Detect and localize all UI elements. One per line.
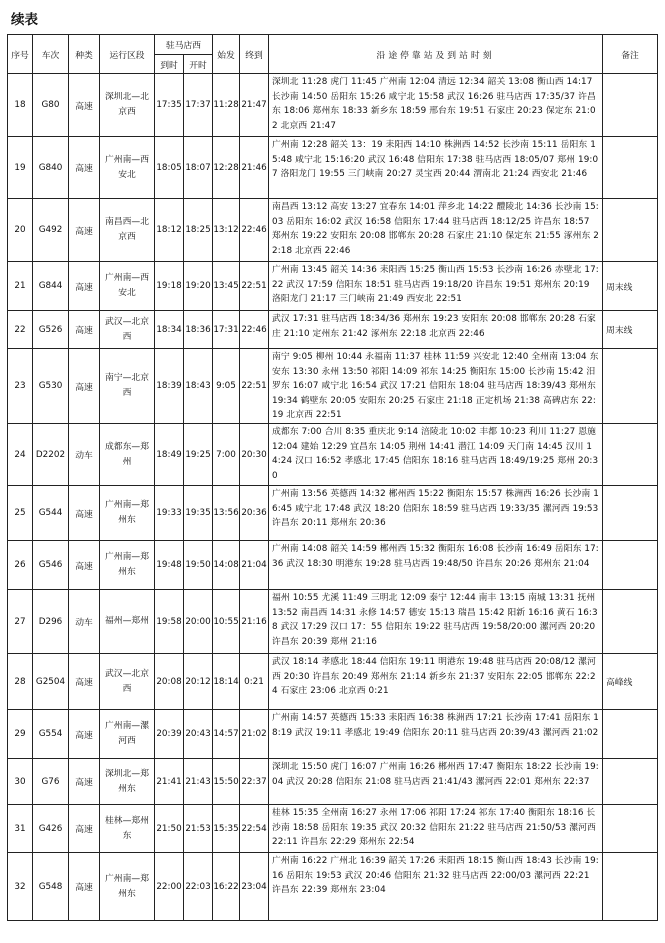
train-type: 高速 [69,541,100,590]
train-type: 高速 [69,759,100,805]
train-type: 高速 [69,654,100,710]
stops-list: 南宁 9:05 柳州 10:44 永福南 11:37 桂林 11:59 兴安北 12:40 全州南 13:04 东安东 13:30 永州 13:50 祁阳 14:09 祁东 14:25 衡阳东 15:00 长沙南 15:42 汨罗东 16:07 咸宁北 16:54 武汉 17:21 信阳东 18:04 驻马店西 18:39/43 郑州东 19:34 鹤壁东 20:05 安阳东 20:25 石家庄 21:18 正定机场 21:38 高碑店东 22:19 北京西 22:51 [269,349,603,424]
train-type: 动车 [69,424,100,486]
route-section: 广州南—郑州东 [100,486,155,541]
origin-depart-time: 15:35 [213,805,240,853]
arrive-time: 19:18 [155,262,184,311]
origin-depart-time: 18:14 [213,654,240,710]
train-type: 高速 [69,311,100,349]
stops-list: 深圳北 11:28 虎门 11:45 广州南 12:04 清远 12:34 韶关 13:08 衡山西 14:17 长沙南 14:50 岳阳东 15:26 咸宁北 15:58 武汉 16:26 驻马店西 17:35/37 许昌东 18:06 郑州东 18:33 新乡东 18:59 邢台东 19:51 石家庄 20:23 保定东 21:02 北京西 21:47 [269,74,603,137]
stops-list: 武汉 17:31 驻马店西 18:34/36 郑州东 19:23 安阳东 20:08 邯郸东 20:28 石家庄 21:10 定州东 21:42 涿州东 22:18 北京西 22:46 [269,311,603,349]
stops-list: 武汉 18:14 孝感北 18:44 信阳东 19:11 明港东 19:48 驻马店西 20:08/12 漯河西 20:30 许昌东 20:49 郑州东 21:14 新乡东 21:37 安阳东 22:05 邯郸东 22:24 石家庄 23:06 北京西 0:21 [269,654,603,710]
route-section: 桂林—郑州东 [100,805,155,853]
depart-time: 21:43 [184,759,213,805]
route-section: 深圳北—北京西 [100,74,155,137]
route-section: 广州南—西安北 [100,262,155,311]
header-stops: 沿途停靠站及到站时刻 [269,35,603,74]
origin-depart-time: 12:28 [213,137,240,199]
note-cell [603,199,658,262]
row-index: 25 [8,486,33,541]
origin-depart-time: 13:45 [213,262,240,311]
train-timetable [7,34,658,921]
row-index: 24 [8,424,33,486]
note-cell [603,137,658,199]
stops-list: 南昌西 13:12 高安 13:27 宜春东 14:01 萍乡北 14:22 醴陵北 14:36 长沙南 15:03 岳阳东 16:02 武汉 16:58 信阳东 17:44 驻马店西 18:12/25 许昌东 18:57 郑州东 19:22 安阳东 20:08 邯郸东 20:28 石家庄 21:10 保定东 21:55 涿州东 22:18 北京西 22:46 [269,199,603,262]
depart-time: 18:36 [184,311,213,349]
train-type: 高速 [69,710,100,759]
depart-time: 20:12 [184,654,213,710]
header-depart: 开时 [184,55,213,74]
stops-list: 桂林 15:35 全州南 16:27 永州 17:06 祁阳 17:24 祁东 17:40 衡阳东 18:16 长沙南 18:58 岳阳东 19:35 武汉 20:32 信阳东 21:22 驻马店西 21:50/53 漯河西 22:11 许昌东 22:29 郑州东 22:54 [269,805,603,853]
origin-depart-time: 7:00 [213,424,240,486]
terminal-arrive-time: 20:36 [240,486,269,541]
origin-depart-time: 9:05 [213,349,240,424]
route-section: 广州南—漯河西 [100,710,155,759]
train-type: 高速 [69,805,100,853]
depart-time: 19:50 [184,541,213,590]
table-row [8,137,658,199]
depart-time: 22:03 [184,853,213,921]
train-number: G544 [33,486,69,541]
stops-list: 广州南 13:56 英德西 14:32 郴州西 15:22 衡阳东 15:57 株洲西 16:26 长沙南 16:45 咸宁北 17:48 武汉 18:20 信阳东 18:59 驻马店西 19:33/35 漯河西 19:53 许昌东 20:11 郑州东 20:36 [269,486,603,541]
stops-list: 深圳北 15:50 虎门 16:07 广州南 16:26 郴州西 17:47 衡阳东 18:22 长沙南 19:04 武汉 20:28 信阳东 21:08 驻马店西 21:41/43 漯河西 22:01 郑州东 22:37 [269,759,603,805]
table-row [8,710,658,759]
train-number: G2504 [33,654,69,710]
depart-time: 18:25 [184,199,213,262]
route-section: 成都东—郑州 [100,424,155,486]
header-index: 序号 [8,35,33,74]
arrive-time: 18:05 [155,137,184,199]
train-type: 动车 [69,590,100,654]
terminal-arrive-time: 0:21 [240,654,269,710]
terminal-arrive-time: 21:46 [240,137,269,199]
depart-time: 19:25 [184,424,213,486]
row-index: 30 [8,759,33,805]
table-row [8,654,658,710]
table-row [8,590,658,654]
row-index: 18 [8,74,33,137]
arrive-time: 22:00 [155,853,184,921]
note-cell [603,805,658,853]
table-row [8,805,658,853]
origin-depart-time: 14:08 [213,541,240,590]
train-number: G546 [33,541,69,590]
arrive-time: 17:35 [155,74,184,137]
stops-list: 福州 10:55 尤溪 11:49 三明北 12:09 泰宁 12:44 南丰 13:15 南城 13:31 抚州 13:52 南昌西 14:31 永修 14:57 德安 15:13 瑞昌 15:42 阳新 16:16 黄石 16:38 武汉 17:29 汉口 17：55 信阳东 19:22 驻马店西 19:58/20:00 漯河西 20:20 许昌东 20:39 郑州 21:16 [269,590,603,654]
train-number: G426 [33,805,69,853]
header-terminal-arrive: 终到 [240,35,269,74]
train-type: 高速 [69,137,100,199]
row-index: 26 [8,541,33,590]
row-index: 20 [8,199,33,262]
arrive-time: 21:50 [155,805,184,853]
arrive-time: 19:48 [155,541,184,590]
row-index: 28 [8,654,33,710]
row-index: 27 [8,590,33,654]
stops-list: 成都东 7:00 合川 8:35 重庆北 9:14 涪陵北 10:02 丰都 10:23 利川 11:27 恩施 12:04 建始 12:29 宜昌东 14:05 荆州 14:41 潜江 14:09 天门南 14:45 汉川 14:24 汉口 16:52 孝感北 17:45 信阳东 18:16 驻马店西 18:49/19:25 郑州 20:30 [269,424,603,486]
note-cell [603,853,658,921]
train-number: G844 [33,262,69,311]
note-cell [603,590,658,654]
header-arrive: 到时 [155,55,184,74]
terminal-arrive-time: 22:46 [240,311,269,349]
train-number: G840 [33,137,69,199]
train-number: G80 [33,74,69,137]
row-index: 29 [8,710,33,759]
header-route: 运行区段 [100,35,155,74]
depart-time: 18:43 [184,349,213,424]
route-section: 武汉—北京西 [100,654,155,710]
arrive-time: 19:33 [155,486,184,541]
stops-list: 广州南 14:57 英德西 15:33 耒阳西 16:38 株洲西 17:21 长沙南 17:41 岳阳东 18:19 武汉 19:11 孝感北 19:49 信阳东 20:11 驻马店西 20:39/43 漯河西 21:02 [269,710,603,759]
terminal-arrive-time: 21:02 [240,710,269,759]
depart-time: 20:43 [184,710,213,759]
header-train: 车次 [33,35,69,74]
terminal-arrive-time: 20:30 [240,424,269,486]
depart-time: 18:07 [184,137,213,199]
note-cell [603,349,658,424]
origin-depart-time: 16:22 [213,853,240,921]
origin-depart-time: 13:56 [213,486,240,541]
note-cell [603,74,658,137]
note-cell: 周末线 [603,262,658,311]
row-index: 31 [8,805,33,853]
origin-depart-time: 15:50 [213,759,240,805]
depart-time: 17:37 [184,74,213,137]
train-number: G492 [33,199,69,262]
arrive-time: 18:34 [155,311,184,349]
header-station: 驻马店西 [155,35,213,55]
arrive-time: 20:08 [155,654,184,710]
train-number: G548 [33,853,69,921]
row-index: 23 [8,349,33,424]
origin-depart-time: 10:55 [213,590,240,654]
origin-depart-time: 11:28 [213,74,240,137]
stops-list: 广州南 12:28 韶关 13：19 耒阳西 14:10 株洲西 14:52 长沙南 15:11 岳阳东 15:48 咸宁北 15:16:20 武汉 16:48 信阳东 17:38 驻马店西 18:05/07 郑州 19:07 洛阳龙门 19:55 三门峡南 20:27 灵宝西 20:44 渭南北 21:24 西安北 21:46 [269,137,603,199]
row-index: 21 [8,262,33,311]
depart-time: 19:20 [184,262,213,311]
table-row [8,199,658,262]
train-type: 高速 [69,199,100,262]
route-section: 广州南—郑州东 [100,541,155,590]
route-section: 广州南—郑州东 [100,853,155,921]
stops-list: 广州南 16:22 广州北 16:39 韶关 17:26 耒阳西 18:15 衡山西 18:43 长沙南 19:16 岳阳东 19:53 武汉 20:46 信阳东 21:32 驻马店西 22:00/03 漯河西 22:21 许昌东 22:39 郑州东 23:04 [269,853,603,921]
arrive-time: 19:58 [155,590,184,654]
note-cell: 高峰线 [603,654,658,710]
arrive-time: 20:39 [155,710,184,759]
depart-time: 21:53 [184,805,213,853]
note-cell [603,424,658,486]
terminal-arrive-time: 22:54 [240,805,269,853]
stops-list: 广州南 13:45 韶关 14:36 耒阳西 15:25 衡山西 15:53 长沙南 16:26 赤壁北 17:22 武汉 17:59 信阳东 18:51 驻马店西 19:18/20 许昌东 19:51 郑州东 20:19 洛阳龙门 21:17 三门峡南 21:49 西安北 22:51 [269,262,603,311]
terminal-arrive-time: 22:51 [240,262,269,311]
table-row [8,424,658,486]
train-number: G554 [33,710,69,759]
train-type: 高速 [69,349,100,424]
table-row [8,541,658,590]
route-section: 南昌西—北京西 [100,199,155,262]
train-number: D2202 [33,424,69,486]
origin-depart-time: 13:12 [213,199,240,262]
arrive-time: 18:49 [155,424,184,486]
note-cell [603,486,658,541]
arrive-time: 18:12 [155,199,184,262]
table-row [8,853,658,921]
origin-depart-time: 17:31 [213,311,240,349]
terminal-arrive-time: 21:47 [240,74,269,137]
note-cell [603,710,658,759]
note-cell [603,541,658,590]
header-type: 种类 [69,35,100,74]
table-row [8,74,658,137]
table-row [8,262,658,311]
table-row [8,311,658,349]
train-number: G76 [33,759,69,805]
header-origin-depart: 始发 [213,35,240,74]
row-index: 19 [8,137,33,199]
route-section: 广州南—西安北 [100,137,155,199]
table-row [8,349,658,424]
train-type: 高速 [69,853,100,921]
note-cell: 周末线 [603,311,658,349]
depart-time: 19:35 [184,486,213,541]
origin-depart-time: 14:57 [213,710,240,759]
table-row [8,759,658,805]
train-number: G530 [33,349,69,424]
train-number: G526 [33,311,69,349]
row-index: 22 [8,311,33,349]
row-index: 32 [8,853,33,921]
train-type: 高速 [69,486,100,541]
train-type: 高速 [69,262,100,311]
terminal-arrive-time: 21:16 [240,590,269,654]
arrive-time: 21:41 [155,759,184,805]
route-section: 深圳北—郑州东 [100,759,155,805]
table-row [8,486,658,541]
header-note: 备注 [603,35,658,74]
route-section: 南宁—北京西 [100,349,155,424]
terminal-arrive-time: 22:51 [240,349,269,424]
terminal-arrive-time: 22:37 [240,759,269,805]
route-section: 武汉—北京西 [100,311,155,349]
train-number: D296 [33,590,69,654]
depart-time: 20:00 [184,590,213,654]
train-type: 高速 [69,74,100,137]
terminal-arrive-time: 23:04 [240,853,269,921]
terminal-arrive-time: 22:46 [240,199,269,262]
stops-list: 广州南 14:08 韶关 14:59 郴州西 15:32 衡阳东 16:08 长沙南 16:49 岳阳东 17:36 武汉 18:30 明港东 19:28 驻马店西 19:48/50 许昌东 20:26 郑州东 21:04 [269,541,603,590]
page-title: 续表 [11,12,38,28]
route-section: 福州—郑州 [100,590,155,654]
terminal-arrive-time: 21:04 [240,541,269,590]
arrive-time: 18:39 [155,349,184,424]
note-cell [603,759,658,805]
